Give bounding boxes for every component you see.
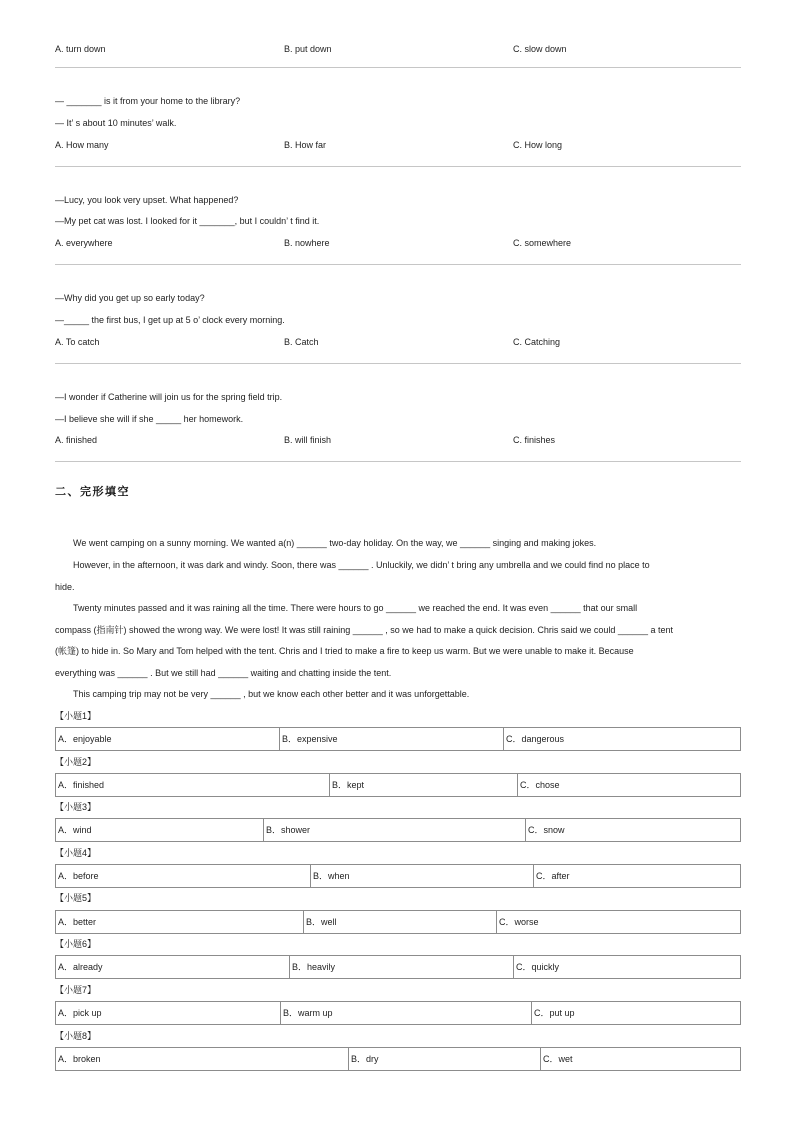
q2-option-b: B. How far <box>284 140 327 150</box>
subquestion-options-row <box>55 773 741 797</box>
q4-option-c: C. Catching <box>513 337 561 347</box>
q4-options <box>55 336 740 348</box>
option-cell-a: A．broken <box>58 1054 101 1064</box>
option-cell-a: A．enjoyable <box>58 734 112 744</box>
q2-option-a: A. How many <box>55 140 109 150</box>
option-cell-b: B．expensive <box>279 728 503 750</box>
option-cell-c: C．snow <box>525 819 740 841</box>
subquestion-options-row <box>55 955 741 979</box>
option-cell-b: B．kept <box>329 774 517 796</box>
q3-option-c: C. somewhere <box>513 238 572 248</box>
subquestion-label: 【小题4】 <box>55 848 97 858</box>
subquestion-options-row <box>55 910 741 934</box>
question-divider <box>55 461 741 462</box>
subquestion-label: 【小题2】 <box>55 757 97 767</box>
question-divider <box>55 363 741 364</box>
question-divider <box>55 166 741 167</box>
q1-option-a: A. turn down <box>55 44 106 54</box>
option-cell-c: C．after <box>533 865 740 887</box>
q3-option-a: A. everywhere <box>55 238 113 248</box>
q4-option-b: B. Catch <box>284 337 319 347</box>
option-cell-c: C．quickly <box>513 956 740 978</box>
question-divider <box>55 67 741 68</box>
option-cell-c: C．wet <box>540 1048 740 1070</box>
q2-stem-line-1: — _______ is it from your home to the library? <box>55 96 241 106</box>
q5-stem-line-2: —I believe she will if she _____ her homework. <box>55 414 244 424</box>
option-cell-a: A．already <box>58 962 103 972</box>
q2-options <box>55 139 740 151</box>
q5-stem-line-1: —I wonder if Catherine will join us for the spring field trip. <box>55 392 283 402</box>
q3-option-b: B. nowhere <box>284 238 330 248</box>
passage-line: compass (指南针) showed the wrong way. We were lost! It was still raining ______ , so we had to make a quick decision. Chris said we could ______ a tent <box>55 625 673 635</box>
option-cell-c: C．dangerous <box>503 728 740 750</box>
q1-options <box>55 43 740 55</box>
option-cell-a: A．wind <box>58 825 92 835</box>
option-cell-b: B．warm up <box>280 1002 531 1024</box>
passage-line: hide. <box>55 582 75 592</box>
q5-options <box>55 434 740 446</box>
passage-line: everything was ______ . But we still had ______ waiting and chatting inside the tent. <box>55 668 392 678</box>
option-cell-b: B．heavily <box>289 956 513 978</box>
passage-line: (帐篷) to hide in. So Mary and Tom helped with the tent. Chris and I tried to make a fire to keep us warm. But we were unable to make it. Because <box>55 646 634 656</box>
passage-line: Twenty minutes passed and it was raining all the time. There were hours to go ______ we reached the end. It was even ______ that our small <box>73 603 638 613</box>
subquestion-options-row <box>55 864 741 888</box>
passage-line: However, in the afternoon, it was dark and windy. Soon, there was ______ . Unluckily, we didn’ t bring any umbrella and we could find no place to <box>73 560 650 570</box>
q3-stem-line-1: —Lucy, you look very upset. What happened? <box>55 195 239 205</box>
subquestion-options-row <box>55 1047 741 1071</box>
option-cell-c: C．put up <box>531 1002 740 1024</box>
section-heading: 二、完形填空 <box>55 486 130 498</box>
option-cell-a: A．finished <box>58 780 105 790</box>
option-cell-b: B．dry <box>348 1048 540 1070</box>
q5-option-c: C. finishes <box>513 435 556 445</box>
question-divider <box>55 264 741 265</box>
option-cell-a: A．before <box>58 871 99 881</box>
q5-option-b: B. will finish <box>284 435 332 445</box>
q4-option-a: A. To catch <box>55 337 100 347</box>
q4-stem-line-2: —_____ the first bus, I get up at 5 o’ clock every morning. <box>55 315 285 325</box>
q2-stem-line-2: — It’ s about 10 minutes’ walk. <box>55 118 177 128</box>
subquestion-label: 【小题6】 <box>55 939 97 949</box>
passage-line: This camping trip may not be very ______ , but we know each other better and it was unforgettable. <box>73 689 470 699</box>
option-cell-b: B．shower <box>263 819 525 841</box>
subquestion-options-row <box>55 727 741 751</box>
option-cell-b: B．well <box>303 911 496 933</box>
q3-options <box>55 237 740 249</box>
q3-stem-line-2: —My pet cat was lost. I looked for it _______, but I couldn’ t find it. <box>55 216 320 226</box>
option-cell-b: B．when <box>310 865 533 887</box>
subquestion-label: 【小题3】 <box>55 802 97 812</box>
subquestion-label: 【小题1】 <box>55 711 97 721</box>
passage-line: We went camping on a sunny morning. We wanted a(n) ______ two-day holiday. On the way, we ______ singing and making jokes. <box>73 538 597 548</box>
option-cell-c: C．worse <box>496 911 740 933</box>
q1-option-b: B. put down <box>284 44 332 54</box>
subquestion-label: 【小题5】 <box>55 893 97 903</box>
subquestion-options-row <box>55 818 741 842</box>
option-cell-a: A．better <box>58 917 97 927</box>
subquestion-label: 【小题7】 <box>55 985 97 995</box>
q1-option-c: C. slow down <box>513 44 567 54</box>
option-cell-a: A．pick up <box>58 1008 102 1018</box>
subquestion-label: 【小题8】 <box>55 1031 97 1041</box>
q4-stem-line-1: —Why did you get up so early today? <box>55 293 205 303</box>
q2-option-c: C. How long <box>513 140 563 150</box>
option-cell-c: C．chose <box>517 774 740 796</box>
subquestion-options-row <box>55 1001 741 1025</box>
q5-option-a: A. finished <box>55 435 98 445</box>
